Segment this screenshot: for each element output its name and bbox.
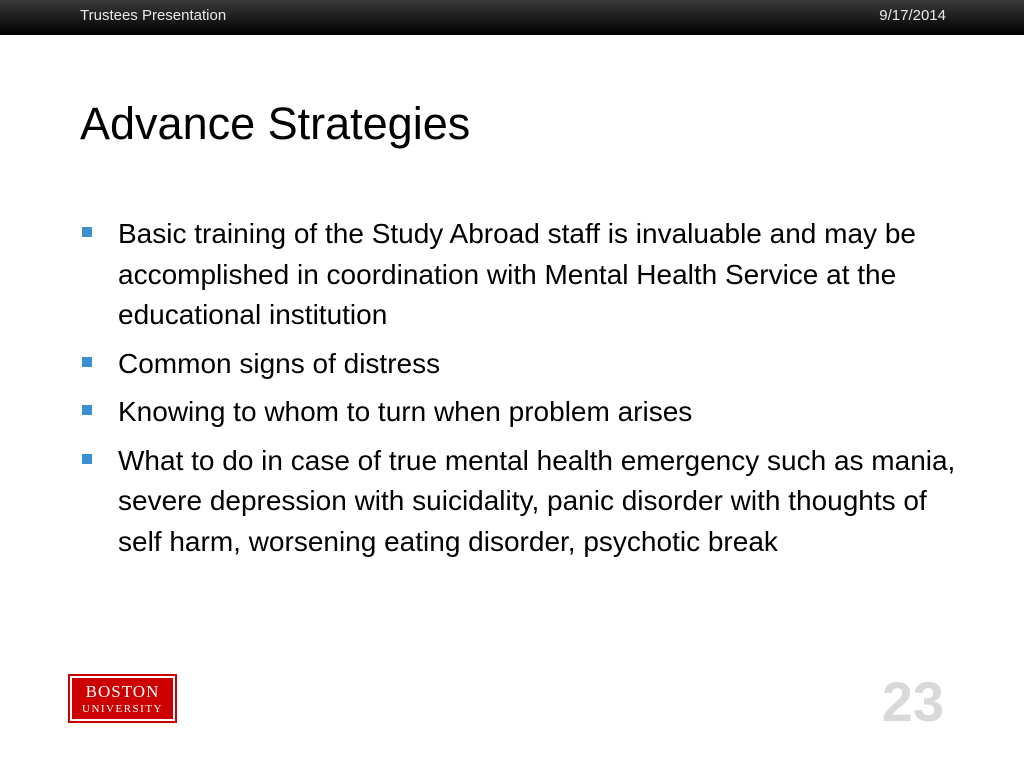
square-bullet-icon bbox=[82, 454, 92, 464]
bullet-item bbox=[80, 214, 960, 336]
bullet-text: Knowing to whom to turn when problem arises bbox=[118, 396, 693, 427]
logo-line-boston: BOSTON bbox=[85, 682, 160, 701]
slide-title: Advance Strategies bbox=[80, 98, 471, 149]
bullet-text: Basic training of the Study Abroad staff is invaluable and may be accomplished in coordination with Mental Health Service at the educational institution bbox=[118, 218, 916, 330]
bullet-item bbox=[80, 392, 960, 433]
square-bullet-icon bbox=[82, 405, 92, 415]
presentation-date: 9/17/2014 bbox=[879, 7, 946, 24]
slide-number: 23 bbox=[881, 670, 944, 733]
presentation-title: Trustees Presentation bbox=[80, 7, 227, 24]
bullet-text: What to do in case of true mental health emergency such as mania, severe depression with suicidality, panic disorder with thoughts of self harm, worsening eating disorder, psychotic break bbox=[118, 444, 956, 557]
bullet-list bbox=[80, 214, 960, 570]
boston-university-logo bbox=[68, 674, 177, 723]
square-bullet-icon bbox=[82, 227, 92, 237]
square-bullet-icon bbox=[82, 357, 92, 367]
bullet-item bbox=[80, 344, 960, 385]
bullet-text: Common signs of distress bbox=[118, 347, 441, 379]
logo-line-university: UNIVERSITY bbox=[82, 703, 163, 715]
bullet-item bbox=[80, 441, 960, 563]
header-bar bbox=[0, 0, 1024, 35]
